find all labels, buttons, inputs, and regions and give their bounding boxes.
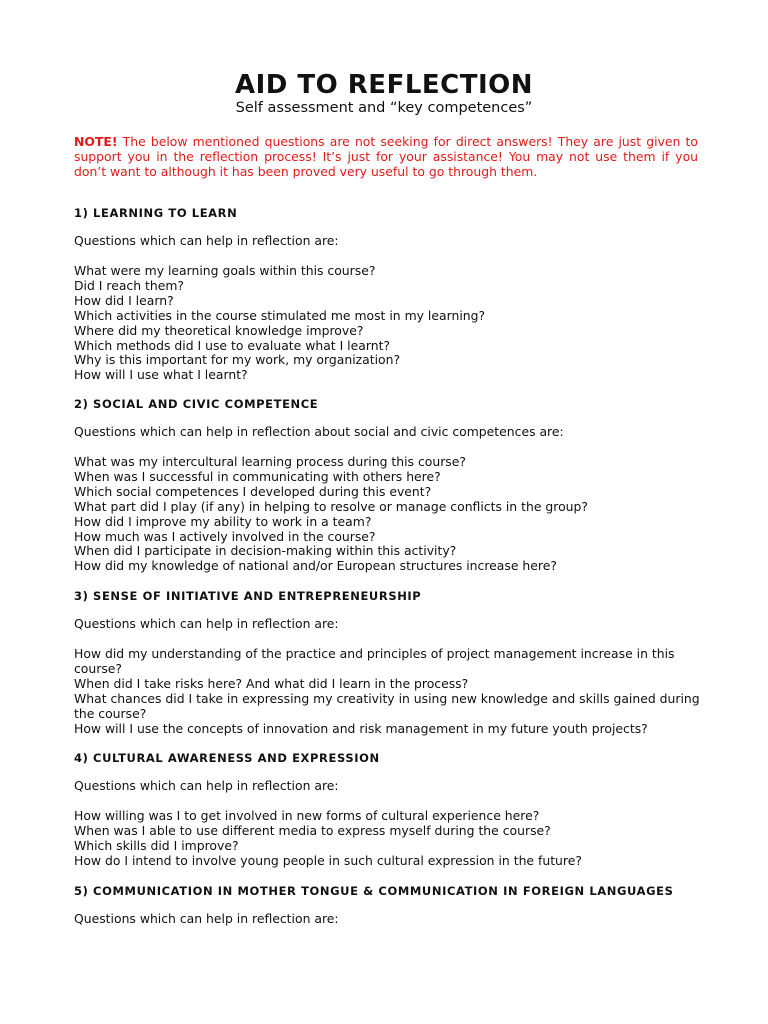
question-item: Which skills did I improve? xyxy=(74,837,239,853)
question-item: What chances did I take in expressing my creativity in using new knowledge and skills gained during the course? xyxy=(74,690,700,721)
section-heading: 1) LEARNING TO LEARN xyxy=(74,206,238,220)
section-social-civic xyxy=(74,397,704,574)
question-item: What was my intercultural learning process during this course? xyxy=(74,454,466,469)
question-item: Which activities in the course stimulated me most in my learning? xyxy=(74,307,486,323)
question-item: How did my understanding of the practice and principles of project management increase in this course? xyxy=(74,646,675,676)
section-learning-to-learn xyxy=(74,206,704,383)
question-list xyxy=(74,264,704,383)
question-item: How willing was I to get involved in new forms of cultural experience here? xyxy=(74,808,540,823)
question-item: When was I successful in communicating with others here? xyxy=(74,468,441,484)
question-item: How will I use what I learnt? xyxy=(74,367,248,383)
section-heading: 4) CULTURAL AWARENESS AND EXPRESSION xyxy=(74,751,380,765)
question-item: How do I intend to involve young people in such cultural expression in the future? xyxy=(74,852,582,868)
section-intro: Questions which can help in reflection are: xyxy=(74,911,339,926)
note-text: The below mentioned questions are not seeking for direct answers! They are just given to support you in the reflection process! It’s just for your assistance! You may not use them if you don’t want to although it has been proved very useful to go through them. xyxy=(74,134,698,179)
question-item: How did my knowledge of national and/or European structures increase here? xyxy=(74,558,557,574)
question-item: When did I take risks here? And what did I learn in the process? xyxy=(74,675,469,691)
section-intro: Questions which can help in reflection are: xyxy=(74,233,339,248)
page-title: AID TO REFLECTION xyxy=(234,70,534,100)
question-item: When did I participate in decision-making within this activity? xyxy=(74,543,457,559)
question-item: How did I improve my ability to work in a team? xyxy=(74,513,372,529)
question-item: Which social competences I developed during this event? xyxy=(74,483,432,499)
question-item: How much was I actively involved in the course? xyxy=(74,528,376,544)
section-initiative-entrepreneurship xyxy=(74,589,704,736)
question-list xyxy=(74,809,704,869)
section-intro: Questions which can help in reflection are: xyxy=(74,778,339,793)
question-item: How will I use the concepts of innovation and risk management in my future youth projects? xyxy=(74,720,648,736)
question-item: Did I reach them? xyxy=(74,277,185,293)
question-item: What were my learning goals within this course? xyxy=(74,263,376,278)
question-item: Where did my theoretical knowledge improve? xyxy=(74,322,364,338)
note-paragraph xyxy=(74,134,698,179)
question-item: How did I learn? xyxy=(74,292,174,308)
section-cultural-awareness xyxy=(74,751,704,869)
section-communication-languages xyxy=(74,884,704,942)
question-item: What part did I play (if any) in helping to resolve or manage conflicts in the group? xyxy=(74,498,588,514)
question-item: Why is this important for my work, my organization? xyxy=(74,352,401,368)
section-heading: 2) SOCIAL AND CIVIC COMPETENCE xyxy=(74,397,319,411)
note-label: NOTE! xyxy=(74,134,118,149)
question-item: When was I able to use different media to express myself during the course? xyxy=(74,822,551,838)
question-list xyxy=(74,455,704,574)
section-intro: Questions which can help in reflection are: xyxy=(74,616,339,631)
question-list xyxy=(74,647,704,736)
page-subtitle: Self assessment and “key competences” xyxy=(235,100,533,116)
section-heading: 3) SENSE OF INITIATIVE AND ENTREPRENEURSHIP xyxy=(74,589,422,603)
section-heading: 5) COMMUNICATION IN MOTHER TONGUE & COMMUNICATION IN FOREIGN LANGUAGES xyxy=(74,884,674,898)
question-item: Which methods did I use to evaluate what I learnt? xyxy=(74,337,390,353)
section-intro: Questions which can help in reflection about social and civic competences are: xyxy=(74,424,564,439)
